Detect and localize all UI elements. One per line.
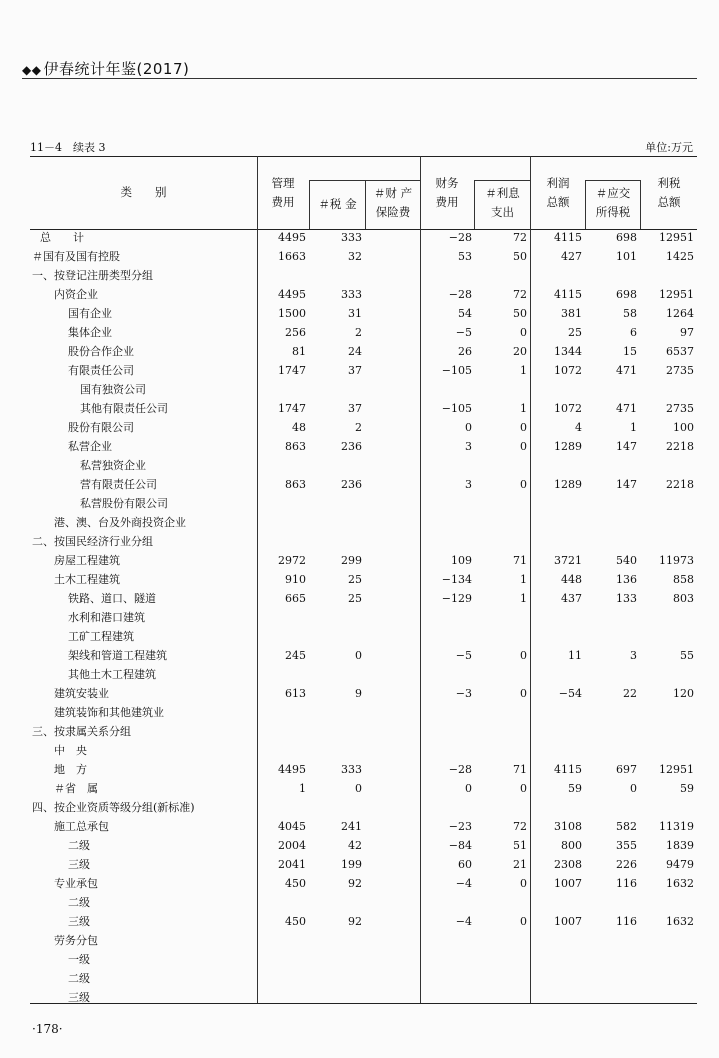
header-line: 总额 bbox=[657, 195, 681, 209]
cell-value: 2735 bbox=[666, 364, 694, 377]
cell-value: 2972 bbox=[278, 554, 306, 567]
cell-value: 59 bbox=[568, 782, 582, 795]
subheader-rule bbox=[309, 180, 420, 181]
cell-value: 26 bbox=[458, 345, 472, 358]
header-finance-fee bbox=[421, 174, 473, 212]
table-top-rule bbox=[30, 156, 697, 157]
cell-value: 4115 bbox=[554, 763, 582, 776]
cell-value: 4495 bbox=[278, 763, 306, 776]
table-row bbox=[0, 437, 719, 456]
table-row bbox=[0, 912, 719, 931]
cell-value: 333 bbox=[341, 288, 362, 301]
row-label: 二级 bbox=[68, 839, 90, 852]
cell-value: −105 bbox=[441, 364, 472, 377]
header-line: 利税 bbox=[657, 176, 681, 190]
cell-value: 4115 bbox=[554, 231, 582, 244]
cell-value: 4115 bbox=[554, 288, 582, 301]
cell-value: 355 bbox=[616, 839, 637, 852]
cell-value: 1 bbox=[299, 782, 306, 795]
cell-value: 540 bbox=[616, 554, 637, 567]
row-label: ＃国有及国有控股 bbox=[32, 250, 120, 263]
header-tax-payable bbox=[586, 184, 640, 222]
cell-value: −28 bbox=[448, 231, 472, 244]
cell-value: −4 bbox=[455, 877, 472, 890]
table-row bbox=[0, 855, 719, 874]
cell-value: 9479 bbox=[666, 858, 694, 871]
row-label: 股份有限公司 bbox=[68, 421, 134, 434]
cell-value: 0 bbox=[520, 478, 527, 491]
row-label: 港、澳、台及外商投资企业 bbox=[54, 516, 186, 529]
row-label: 私营企业 bbox=[68, 440, 112, 453]
cell-value: 1632 bbox=[666, 877, 694, 890]
row-label: 专业承包 bbox=[54, 877, 98, 890]
table-row bbox=[0, 228, 719, 247]
table-row bbox=[0, 247, 719, 266]
cell-value: 3 bbox=[465, 440, 472, 453]
table-row bbox=[0, 722, 719, 741]
cell-value: 22 bbox=[623, 687, 637, 700]
cell-value: 71 bbox=[513, 554, 527, 567]
row-label: 私营股份有限公司 bbox=[80, 497, 168, 510]
cell-value: 803 bbox=[673, 592, 694, 605]
header-tax: ＃税 金 bbox=[318, 197, 357, 211]
cell-value: 25 bbox=[348, 592, 362, 605]
cell-value: 72 bbox=[513, 288, 527, 301]
header-line: 支出 bbox=[491, 205, 514, 219]
table-row bbox=[0, 760, 719, 779]
cell-value: 25 bbox=[348, 573, 362, 586]
cell-value: 1344 bbox=[554, 345, 582, 358]
cell-value: 15 bbox=[623, 345, 637, 358]
cell-value: 226 bbox=[616, 858, 637, 871]
cell-value: 1632 bbox=[666, 915, 694, 928]
cell-value: 1072 bbox=[554, 364, 582, 377]
cell-value: 241 bbox=[341, 820, 362, 833]
cell-value: 2308 bbox=[554, 858, 582, 871]
cell-value: 0 bbox=[520, 440, 527, 453]
cell-value: −4 bbox=[455, 915, 472, 928]
cell-value: 471 bbox=[616, 364, 637, 377]
cell-value: 698 bbox=[616, 288, 637, 301]
row-label: 总 计 bbox=[40, 231, 84, 244]
row-label: 铁路、道口、隧道 bbox=[68, 592, 156, 605]
cell-value: 11973 bbox=[659, 554, 694, 567]
row-label: 一级 bbox=[68, 953, 90, 966]
cell-value: 199 bbox=[341, 858, 362, 871]
cell-value: 4495 bbox=[278, 288, 306, 301]
table-row bbox=[0, 380, 719, 399]
table-row bbox=[0, 798, 719, 817]
cell-value: 450 bbox=[285, 877, 306, 890]
cell-value: −84 bbox=[448, 839, 472, 852]
book-title: 伊春统计年鉴(2017) bbox=[43, 60, 190, 78]
cell-value: 3721 bbox=[554, 554, 582, 567]
cell-value: 12951 bbox=[659, 288, 694, 301]
cell-value: 1 bbox=[630, 421, 637, 434]
cell-value: 6537 bbox=[666, 345, 694, 358]
cell-value: −28 bbox=[448, 288, 472, 301]
cell-value: 0 bbox=[520, 782, 527, 795]
cell-value: 0 bbox=[520, 421, 527, 434]
row-label: 其他有限责任公司 bbox=[80, 402, 168, 415]
cell-value: 1663 bbox=[278, 250, 306, 263]
cell-value: 256 bbox=[285, 326, 306, 339]
cell-value: 31 bbox=[348, 307, 362, 320]
header-category: 类 别 bbox=[120, 185, 167, 199]
table-row bbox=[0, 418, 719, 437]
cell-value: 101 bbox=[616, 250, 637, 263]
row-label: 水利和港口建筑 bbox=[68, 611, 145, 624]
cell-value: 53 bbox=[458, 250, 472, 263]
cell-value: 236 bbox=[341, 440, 362, 453]
cell-value: 72 bbox=[513, 231, 527, 244]
cell-value: 92 bbox=[348, 915, 362, 928]
cell-value: 858 bbox=[673, 573, 694, 586]
cell-value: −129 bbox=[441, 592, 472, 605]
cell-value: 448 bbox=[561, 573, 582, 586]
cell-value: 1747 bbox=[278, 364, 306, 377]
cell-value: 24 bbox=[348, 345, 362, 358]
cell-value: 2004 bbox=[278, 839, 306, 852]
table-row bbox=[0, 532, 719, 551]
cell-value: 48 bbox=[292, 421, 306, 434]
row-label: 国有企业 bbox=[68, 307, 112, 320]
page-number: ·178· bbox=[32, 1022, 63, 1036]
header-rule bbox=[22, 78, 697, 79]
table-row bbox=[0, 646, 719, 665]
cell-value: 147 bbox=[616, 478, 637, 491]
cell-value: 1264 bbox=[666, 307, 694, 320]
cell-value: 1500 bbox=[278, 307, 306, 320]
table-row bbox=[0, 285, 719, 304]
cell-value: 12951 bbox=[659, 763, 694, 776]
row-label: 三、按隶属关系分组 bbox=[32, 725, 131, 738]
cell-value: 910 bbox=[285, 573, 306, 586]
cell-value: 863 bbox=[285, 440, 306, 453]
cell-value: 1072 bbox=[554, 402, 582, 415]
cell-value: 50 bbox=[513, 250, 527, 263]
cell-value: 25 bbox=[568, 326, 582, 339]
row-label: 建筑安装业 bbox=[54, 687, 109, 700]
table-row bbox=[0, 665, 719, 684]
cell-value: 333 bbox=[341, 231, 362, 244]
unit-label: 单位:万元 bbox=[645, 141, 693, 154]
cell-value: 3 bbox=[630, 649, 637, 662]
cell-value: 2218 bbox=[666, 440, 694, 453]
cell-value: 4045 bbox=[278, 820, 306, 833]
cell-value: 437 bbox=[561, 592, 582, 605]
cell-value: −23 bbox=[448, 820, 472, 833]
cell-value: 0 bbox=[465, 782, 472, 795]
header-property-ins bbox=[366, 184, 420, 222]
cell-value: 1289 bbox=[554, 478, 582, 491]
cell-value: 299 bbox=[341, 554, 362, 567]
cell-value: 120 bbox=[673, 687, 694, 700]
table-label: 11－4 续表 3 bbox=[30, 141, 106, 154]
row-label: 二级 bbox=[68, 972, 90, 985]
cell-value: 0 bbox=[465, 421, 472, 434]
cell-value: 37 bbox=[348, 402, 362, 415]
cell-value: −28 bbox=[448, 763, 472, 776]
table-row bbox=[0, 456, 719, 475]
cell-value: 116 bbox=[616, 877, 637, 890]
table-row bbox=[0, 893, 719, 912]
cell-value: 11319 bbox=[659, 820, 694, 833]
row-label: ＃省 属 bbox=[54, 782, 98, 795]
table-row bbox=[0, 399, 719, 418]
cell-value: 1425 bbox=[666, 250, 694, 263]
cell-value: 60 bbox=[458, 858, 472, 871]
cell-value: −134 bbox=[441, 573, 472, 586]
table-row bbox=[0, 684, 719, 703]
table-row bbox=[0, 608, 719, 627]
row-label: 房屋工程建筑 bbox=[54, 554, 120, 567]
cell-value: 582 bbox=[616, 820, 637, 833]
row-label: 中 央 bbox=[54, 744, 87, 757]
table-row bbox=[0, 589, 719, 608]
cell-value: 0 bbox=[520, 915, 527, 928]
cell-value: 72 bbox=[513, 820, 527, 833]
cell-value: 100 bbox=[673, 421, 694, 434]
header-line: ＃财 产 bbox=[373, 186, 413, 200]
table-row bbox=[0, 513, 719, 532]
header-line: 利润 bbox=[546, 176, 570, 190]
cell-value: 245 bbox=[285, 649, 306, 662]
cell-value: 1007 bbox=[554, 877, 582, 890]
cell-value: 4495 bbox=[278, 231, 306, 244]
table-row bbox=[0, 494, 719, 513]
table-row bbox=[0, 475, 719, 494]
row-label: 集体企业 bbox=[68, 326, 112, 339]
cell-value: 471 bbox=[616, 402, 637, 415]
cell-value: 0 bbox=[520, 877, 527, 890]
cell-value: 59 bbox=[680, 782, 694, 795]
row-label: 其他土木工程建筑 bbox=[68, 668, 156, 681]
cell-value: −54 bbox=[558, 687, 582, 700]
subheader-rule bbox=[585, 180, 640, 181]
header-line: 保险费 bbox=[375, 205, 411, 219]
table-row bbox=[0, 779, 719, 798]
cell-value: 1 bbox=[520, 573, 527, 586]
row-label: 二级 bbox=[68, 896, 90, 909]
cell-value: 613 bbox=[285, 687, 306, 700]
row-label: 内资企业 bbox=[54, 288, 98, 301]
row-label: 架线和管道工程建筑 bbox=[68, 649, 167, 662]
cell-value: 0 bbox=[355, 649, 362, 662]
cell-value: 0 bbox=[630, 782, 637, 795]
cell-value: 0 bbox=[520, 687, 527, 700]
cell-value: 3 bbox=[465, 478, 472, 491]
cell-value: 800 bbox=[561, 839, 582, 852]
cell-value: 81 bbox=[292, 345, 306, 358]
header-line: 管理 bbox=[271, 176, 295, 190]
cell-value: 9 bbox=[355, 687, 362, 700]
cell-value: 54 bbox=[458, 307, 472, 320]
row-label: 四、按企业资质等级分组(新标准) bbox=[32, 801, 195, 814]
header-line: 财务 bbox=[435, 176, 459, 190]
header-line: 费用 bbox=[435, 195, 459, 209]
cell-value: 698 bbox=[616, 231, 637, 244]
cell-value: 51 bbox=[513, 839, 527, 852]
cell-value: −5 bbox=[455, 326, 472, 339]
table-row bbox=[0, 817, 719, 836]
cell-value: 1839 bbox=[666, 839, 694, 852]
table-row bbox=[0, 988, 719, 1007]
cell-value: 0 bbox=[520, 326, 527, 339]
cell-value: 665 bbox=[285, 592, 306, 605]
cell-value: 55 bbox=[680, 649, 694, 662]
cell-value: 11 bbox=[568, 649, 582, 662]
cell-value: 450 bbox=[285, 915, 306, 928]
cell-value: 2 bbox=[355, 421, 362, 434]
row-label: 私营独资企业 bbox=[80, 459, 146, 472]
table-body bbox=[0, 228, 719, 1007]
cell-value: 1747 bbox=[278, 402, 306, 415]
cell-value: −3 bbox=[455, 687, 472, 700]
cell-value: 42 bbox=[348, 839, 362, 852]
row-label: 三级 bbox=[68, 991, 90, 1004]
row-label: 国有独资公司 bbox=[80, 383, 146, 396]
cell-value: 1289 bbox=[554, 440, 582, 453]
table-row bbox=[0, 703, 719, 722]
cell-value: 50 bbox=[513, 307, 527, 320]
table-row bbox=[0, 969, 719, 988]
cell-value: 236 bbox=[341, 478, 362, 491]
cell-value: 863 bbox=[285, 478, 306, 491]
row-label: 地 方 bbox=[54, 763, 87, 776]
table-row bbox=[0, 950, 719, 969]
subheader-rule bbox=[474, 180, 530, 181]
table-row bbox=[0, 361, 719, 380]
cell-value: 1 bbox=[520, 364, 527, 377]
cell-value: 109 bbox=[451, 554, 472, 567]
cell-value: 1 bbox=[520, 592, 527, 605]
cell-value: 71 bbox=[513, 763, 527, 776]
cell-value: 92 bbox=[348, 877, 362, 890]
cell-value: 2041 bbox=[278, 858, 306, 871]
header-interest bbox=[475, 184, 530, 222]
row-label: 建筑装饰和其他建筑业 bbox=[54, 706, 164, 719]
header-profit bbox=[531, 174, 585, 212]
cell-value: 116 bbox=[616, 915, 637, 928]
cell-value: 12951 bbox=[659, 231, 694, 244]
cell-value: 381 bbox=[561, 307, 582, 320]
row-label: 劳务分包 bbox=[54, 934, 98, 947]
cell-value: 133 bbox=[616, 592, 637, 605]
cell-value: 427 bbox=[561, 250, 582, 263]
cell-value: 147 bbox=[616, 440, 637, 453]
table-row bbox=[0, 570, 719, 589]
table-row bbox=[0, 304, 719, 323]
cell-value: 697 bbox=[616, 763, 637, 776]
row-label: 股份合作企业 bbox=[68, 345, 134, 358]
row-label: 施工总承包 bbox=[54, 820, 109, 833]
cell-value: 2218 bbox=[666, 478, 694, 491]
row-label: 工矿工程建筑 bbox=[68, 630, 134, 643]
table-row bbox=[0, 931, 719, 950]
header-line: 费用 bbox=[271, 195, 295, 209]
cell-value: 37 bbox=[348, 364, 362, 377]
cell-value: 4 bbox=[575, 421, 582, 434]
cell-value: 1007 bbox=[554, 915, 582, 928]
table-row bbox=[0, 741, 719, 760]
row-label: 一、按登记注册类型分组 bbox=[32, 269, 153, 282]
cell-value: 21 bbox=[513, 858, 527, 871]
cell-value: 333 bbox=[341, 763, 362, 776]
header-line: ＃应交 bbox=[595, 186, 631, 200]
cell-value: 136 bbox=[616, 573, 637, 586]
row-label: 营有限责任公司 bbox=[80, 478, 157, 491]
cell-value: 20 bbox=[513, 345, 527, 358]
row-label: 三级 bbox=[68, 858, 90, 871]
cell-value: 58 bbox=[623, 307, 637, 320]
running-header bbox=[22, 58, 189, 79]
cell-value: 97 bbox=[680, 326, 694, 339]
row-label: 有限责任公司 bbox=[68, 364, 134, 377]
cell-value: 0 bbox=[520, 649, 527, 662]
table-row bbox=[0, 836, 719, 855]
table-row bbox=[0, 342, 719, 361]
diamond-icon: ◆◆ bbox=[22, 63, 42, 77]
header-profit-tax bbox=[641, 174, 697, 212]
row-label: 三级 bbox=[68, 915, 90, 928]
header-line: ＃利息 bbox=[485, 186, 520, 200]
cell-value: 32 bbox=[348, 250, 362, 263]
cell-value: 1 bbox=[520, 402, 527, 415]
table-row bbox=[0, 266, 719, 285]
cell-value: 2735 bbox=[666, 402, 694, 415]
header-line: 所得税 bbox=[595, 205, 631, 219]
cell-value: 3108 bbox=[554, 820, 582, 833]
header-mgmt-fee bbox=[258, 174, 308, 212]
cell-value: 6 bbox=[630, 326, 637, 339]
table-row bbox=[0, 323, 719, 342]
cell-value: −105 bbox=[441, 402, 472, 415]
cell-value: 2 bbox=[355, 326, 362, 339]
header-line: 总额 bbox=[546, 195, 570, 209]
cell-value: −5 bbox=[455, 649, 472, 662]
table-row bbox=[0, 627, 719, 646]
table-row bbox=[0, 551, 719, 570]
cell-value: 0 bbox=[355, 782, 362, 795]
row-label: 土木工程建筑 bbox=[54, 573, 120, 586]
table-row bbox=[0, 874, 719, 893]
row-label: 二、按国民经济行业分组 bbox=[32, 535, 153, 548]
